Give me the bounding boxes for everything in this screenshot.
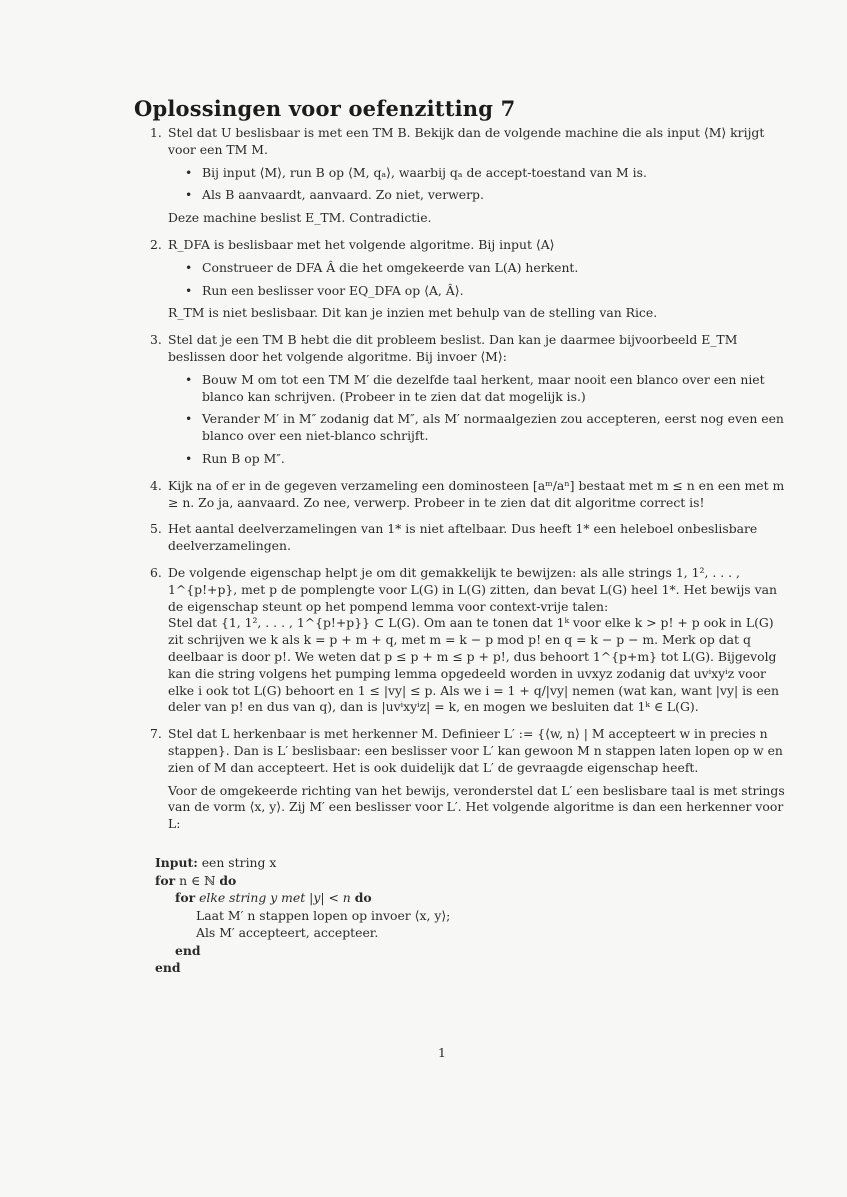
algorithm-line-input xyxy=(155,854,450,872)
algorithm-line-accept: Als M′ accepteert, accepteer. xyxy=(196,925,379,940)
bullet: • Run B op M″. xyxy=(202,451,790,468)
algorithm-line-end-inner xyxy=(155,942,450,960)
bullet: • Als B aanvaardt, aanvaard. Zo niet, verwerp. xyxy=(202,187,790,204)
item-intro: Stel dat je een TM B hebt die dit probleem beslist. Dan kan je daarmee bijvoorbeeld E_TM beslissen door het volgende algoritme. Bij invoer ⟨M⟩: xyxy=(168,332,738,364)
item-number: 5. xyxy=(150,521,162,537)
item-number: 7. xyxy=(150,726,162,742)
item-number: 3. xyxy=(150,332,162,348)
item-number: 1. xyxy=(150,125,162,140)
item-intro: Stel dat U beslisbaar is met een TM B. Bekijk dan de volgende machine die als input ⟨M⟩ krijgt voor een TM M. xyxy=(168,125,765,157)
bullet: • Bij input ⟨M⟩, run B op ⟨M, qₐ⟩, waarbij qₐ de accept-toestand van M is. xyxy=(202,165,790,182)
keyword-do: do xyxy=(354,890,372,905)
algo-text: n ∈ ℕ xyxy=(175,872,220,888)
page-title: Oplossingen voor oefenzitting 7 xyxy=(134,96,516,121)
algo-text: een string x xyxy=(197,855,277,870)
algorithm-line-for-inner xyxy=(155,889,450,907)
algorithm-line-run: Laat M′ n stappen lopen op invoer ⟨x, y⟩; xyxy=(196,907,451,923)
item-intro: Het aantal deelverzamelingen van 1* is niet aftelbaar. Dus heeft 1* een heleboel onbeslisbare deelverzamelingen. xyxy=(168,521,758,554)
keyword-do: do xyxy=(219,872,237,888)
item-number: 6. xyxy=(150,564,162,580)
solution-item-2 xyxy=(150,237,790,322)
solution-item-5 xyxy=(150,521,790,555)
bullet: • Bouw M om tot een TM M′ die dezelfde taal herkent, maar nooit een blanco over een niet blanco kan schrijven. (Probeer in te zien dat dat mogelijk is.) xyxy=(202,372,790,406)
solution-item-7 xyxy=(150,726,790,833)
item-intro: De volgende eigenschap helpt je om dit gemakkelijk te bewijzen: als alle strings 1, 1², . . . , 1^{p!+p}, met p de pomplengte voor L(G) in L(G) zitten, dan bevat L(G) heel 1*. Het bewijs van de eigenschap steunt op het pompend lemma voor context-vrije talen: xyxy=(168,564,777,614)
algorithm-line-end-outer xyxy=(155,959,450,977)
keyword-for: for xyxy=(175,890,196,905)
item-intro: Stel dat L herkenbaar is met herkenner M. Definieer L′ := {⟨w, n⟩ | M accepteert w in precies n stappen}. Dan is L′ beslisbaar: een beslisser voor L′ kan gewoon M n stappen laten lopen op w en zien of M dan accepteert. Het is ook duidelijk dat L′ de gevraagde eigenschap heeft. xyxy=(168,726,783,775)
page-number: 1 xyxy=(438,1045,446,1060)
algorithm-block xyxy=(155,854,450,977)
item-intro: Kijk na of er in de gegeven verzameling een dominosteen [aᵐ/aⁿ] bestaat met m ≤ n en een met m ≥ n. Zo ja, aanvaard. Zo nee, verwerp. Probeer in te zien dat dit algoritme correct is! xyxy=(168,477,785,510)
bullet: • Run een beslisser voor EQ_DFA op ⟨A, Â⟩. xyxy=(202,283,790,300)
keyword-end: end xyxy=(155,960,181,975)
solution-item-4 xyxy=(150,478,790,512)
bullet: • Construeer de DFA Â die het omgekeerde van L(A) herkent. xyxy=(202,260,790,277)
keyword-input: Input: xyxy=(155,855,198,870)
item-number: 2. xyxy=(150,236,162,252)
solution-item-6 xyxy=(150,565,790,716)
solution-item-1 xyxy=(150,125,790,227)
algo-text: elke string y met |y| < n xyxy=(195,890,355,905)
solutions-list xyxy=(150,125,790,843)
solution-item-3 xyxy=(150,332,790,468)
proof-paragraph: Voor de omgekeerde richting van het bewijs, veronderstel dat L′ een beslisbare taal is met strings van de vorm ⟨x, y⟩. Zij M′ een beslisser voor L′. Het volgende algoritme is dan een herkenner voor L: xyxy=(168,782,785,832)
item-conclusion: Deze machine beslist E_TM. Contradictie. xyxy=(168,210,432,226)
bullet: • Verander M′ in M″ zodanig dat M″, als M′ normaalgezien zou accepteren, eerst nog even een blanco over een niet-blanco schrijft. xyxy=(202,411,790,445)
algorithm-line-for-outer xyxy=(155,872,450,890)
item-intro: R_DFA is beslisbaar met het volgende algoritme. Bij input ⟨A⟩ xyxy=(168,236,555,252)
proof-paragraph: Stel dat {1, 1², . . . , 1^{p!+p}} ⊂ L(G). Om aan te tonen dat 1ᵏ voor elke k > p! + p ook in L(G) zit schrijven we k als k = p + m + q, met m = k − p mod p! en q = k − p − m. Merk op dat q deelbaar is door p!. We weten dat p ≤ p + m ≤ p + p!, dus behoort 1^{p+m} tot L(G). Bijgevolg kan die string volgens het pumping lemma opgedeeld worden in uvxyz zodanig dat uvⁱxyⁱz voor elke i ook tot L(G) behoort en 1 ≤ |vy| ≤ p. Als we i = 1 + q/|vy| nemen (wat kan, want |vy| is een deler van p! en dus van q), dan is |uvⁱxyⁱz| = k, en mogen we besluiten dat 1ᵏ ∈ L(G). xyxy=(168,615,779,715)
item-number: 4. xyxy=(150,477,162,493)
item-conclusion: R_TM is niet beslisbaar. Dit kan je inzien met behulp van de stelling van Rice. xyxy=(168,305,658,321)
keyword-end: end xyxy=(175,942,201,958)
keyword-for: for xyxy=(155,872,176,888)
